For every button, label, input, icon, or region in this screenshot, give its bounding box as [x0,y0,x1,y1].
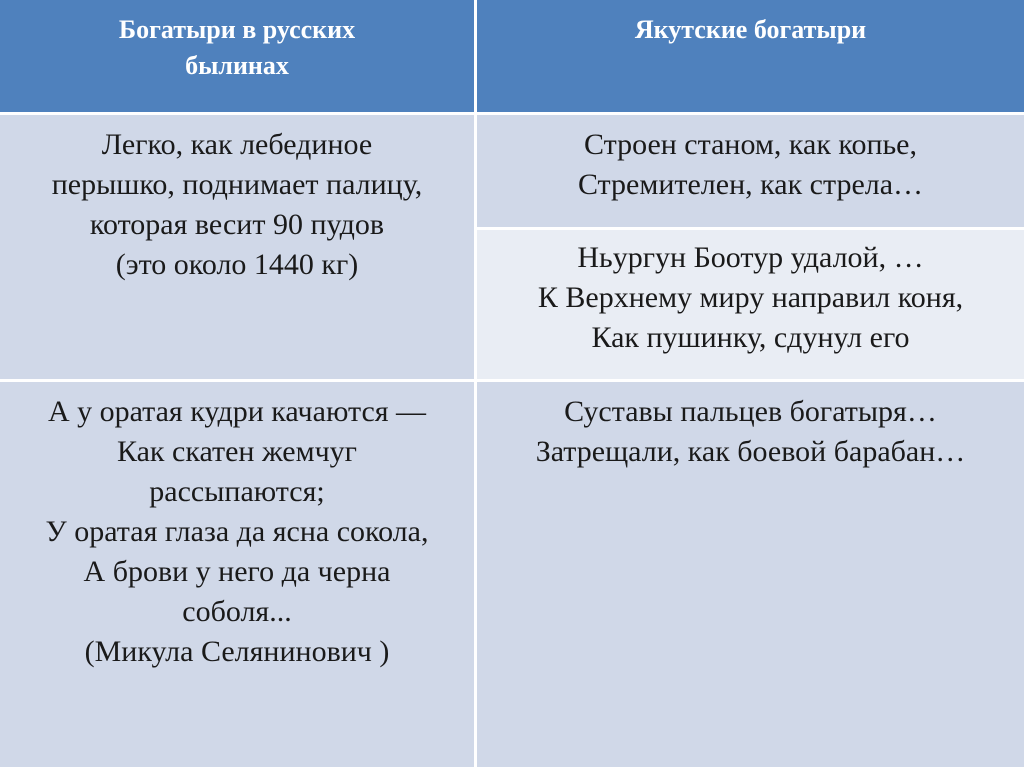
header-yakut-heroes-text: Якутские богатыри [634,15,867,44]
cell-yakut-row1-text: Строен станом, как копье, Стремителен, как стрела… [577,128,924,201]
cell-russian-row1 [0,115,474,379]
cell-russian-row2 [0,382,474,767]
cell-russian-row1-text: Легко, как лебединое перышко, поднимает палицу, которая весит 90 пудов (это около 1440 кг) [51,128,423,281]
cell-yakut-row1 [477,115,1024,227]
cell-yakut-row2 [477,230,1024,379]
header-russian-heroes [0,0,474,112]
cell-russian-row2-text: А у оратая кудри качаются — Как скатен жемчуг рассыпаются; У оратая глаза да ясна сокола, А брови у него да черна соболя... (Микула Селянинович ) [45,395,429,668]
cell-yakut-row3-text: Суставы пальцев богатыря… Затрещали, как боевой барабан… [535,395,966,468]
header-russian-heroes-text: Богатыри в русских былинах [118,15,356,80]
header-yakut-heroes [477,0,1024,112]
cell-yakut-row3 [477,382,1024,767]
cell-yakut-row2-text: Ньургун Боотур удалой, … К Верхнему миру направил коня, Как пушинку, сдунул его [537,241,964,354]
